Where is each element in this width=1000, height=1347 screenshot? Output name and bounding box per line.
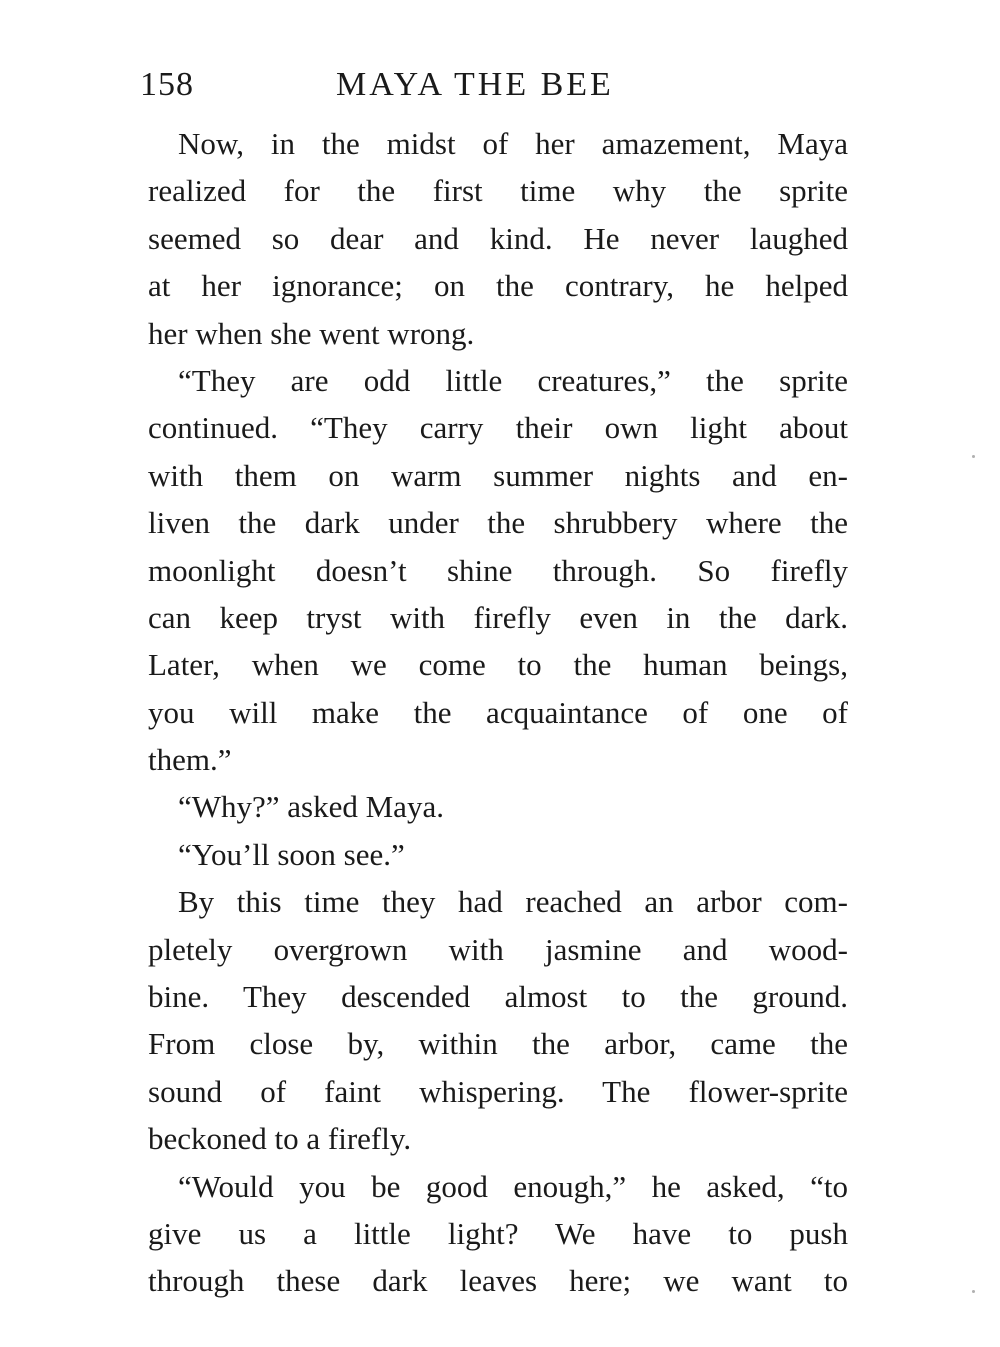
text-line: “Would you be good enough,” he asked, “to (178, 1168, 848, 1204)
text-line: By this time they had reached an arbor com- (178, 884, 848, 920)
text-line: bine. They descended almost to the ground. (148, 979, 848, 1015)
text-line: through these dark leaves here; we want to (148, 1263, 848, 1299)
text-line: can keep tryst with firefly even in the dark. (148, 599, 848, 635)
text-line: sound of faint whispering. The flower-sprite (148, 1073, 848, 1109)
page-header (140, 66, 840, 116)
text-line: “Why?” asked Maya. (178, 789, 444, 825)
text-line: liven the dark under the shrubbery where the (148, 505, 848, 541)
text-line: you will make the acquaintance of one of (148, 694, 848, 730)
text-line: moonlight doesn’t shine through. So firefly (148, 552, 848, 588)
text-line: From close by, within the arbor, came the (148, 1026, 848, 1062)
running-title: MAYA THE BEE (336, 66, 614, 103)
body-text (148, 120, 848, 1305)
text-line: them.” (148, 742, 232, 778)
text-line: give us a little light? We have to push (148, 1215, 848, 1251)
text-line: with them on warm summer nights and en- (148, 457, 848, 493)
text-line: “They are odd little creatures,” the sprite (178, 362, 848, 398)
text-line: her when she went wrong. (148, 315, 475, 351)
text-line: Later, when we come to the human beings, (148, 647, 848, 683)
paper-speck (972, 1290, 975, 1293)
page-number: 158 (140, 66, 194, 103)
text-line: “You’ll soon see.” (178, 836, 405, 872)
text-line: Now, in the midst of her amazement, Maya (178, 126, 848, 161)
text-line: beckoned to a firefly. (148, 1121, 412, 1157)
text-line: continued. “They carry their own light about (148, 410, 848, 446)
paper-speck (972, 455, 975, 458)
text-line: at her ignorance; on the contrary, he helped (148, 268, 848, 304)
text-line: seemed so dear and kind. He never laughed (148, 220, 848, 256)
text-line: realized for the first time why the sprite (148, 173, 848, 209)
text-line: pletely overgrown with jasmine and wood- (148, 931, 848, 967)
